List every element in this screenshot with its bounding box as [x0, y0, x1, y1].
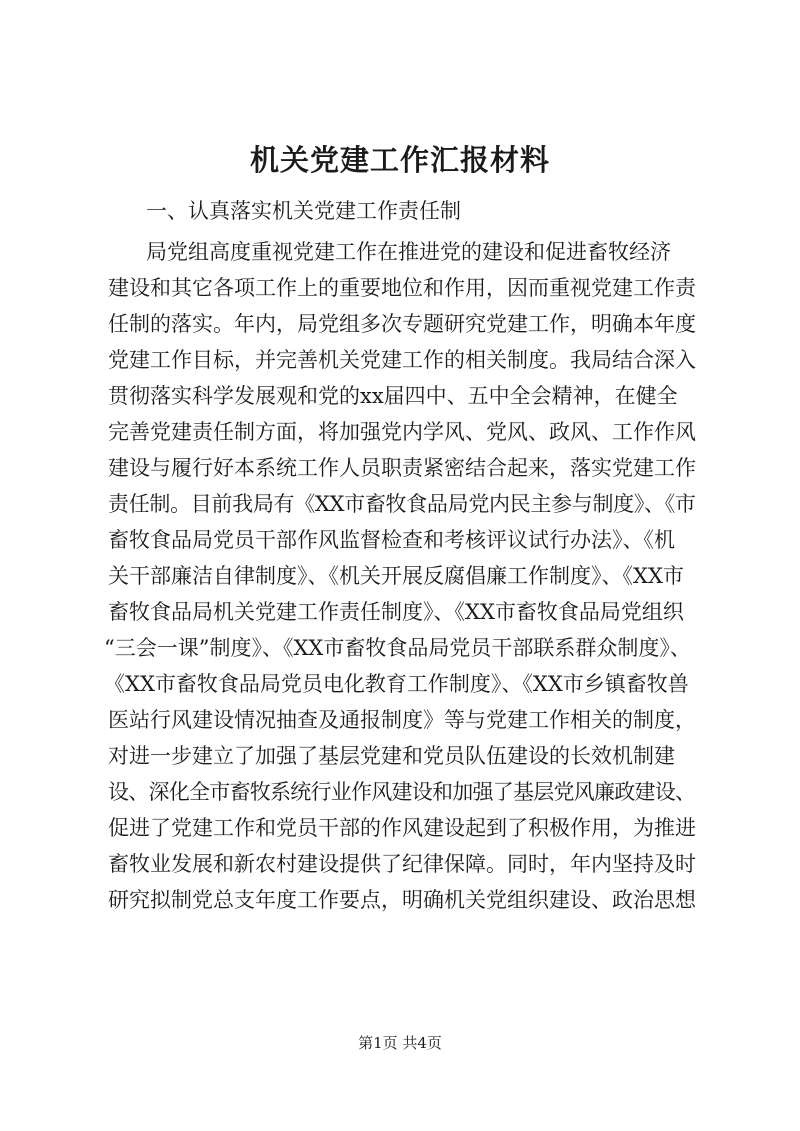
- body-line: 医站行风建设情况抽查及通报制度》等与党建工作相关的制度，: [108, 708, 696, 732]
- body-line: 畜牧食品局党员干部作风监督检查和考核评议试行办法》、《机: [108, 528, 675, 552]
- body-line: 研究拟制党总支年度工作要点，明确机关党组织建设、政治思想: [108, 888, 696, 912]
- body-line: 对进一步建立了加强了基层党建和党员队伍建设的长效机制建: [108, 744, 675, 768]
- body-line: 《XX市畜牧食品局党员电化教育工作制度》、《XX市乡镇畜牧兽: [104, 672, 689, 696]
- body-line: 关干部廉洁自律制度》、《机关开展反腐倡廉工作制度》、《XX市: [108, 564, 684, 588]
- section-heading: 一、认真落实机关党建工作责任制: [146, 199, 461, 223]
- body-line: 任制的落实。年内，局党组多次专题研究党建工作，明确本年度: [108, 312, 696, 336]
- page-number-footer: 第1页 共4页: [358, 1034, 442, 1052]
- body-line: 责任制。目前我局有《XX市畜牧食品局党内民主参与制度》、《市: [108, 492, 696, 516]
- body-line: 党建工作目标，并完善机关党建工作的相关制度。我局结合深入: [108, 348, 696, 372]
- body-line: 建设与履行好本系统工作人员职责紧密结合起来，落实党建工作: [108, 456, 696, 480]
- body-line: 建设和其它各项工作上的重要地位和作用，因而重视党建工作责: [108, 276, 696, 300]
- body-line: 促进了党建工作和党员干部的作风建设起到了积极作用，为推进: [108, 816, 696, 840]
- body-line: 完善党建责任制方面，将加强党内学风、党风、政风、工作作风: [108, 420, 696, 444]
- body-line: 畜牧业发展和新农村建设提供了纪律保障。同时，年内坚持及时: [108, 852, 696, 876]
- body-line: 设、深化全市畜牧系统行业作风建设和加强了基层党风廉政建设、: [108, 780, 696, 804]
- page-title: 机关党建工作汇报材料: [249, 143, 550, 177]
- body-line: 局党组高度重视党建工作在推进党的建设和促进畜牧经济: [146, 240, 671, 264]
- body-line: 畜牧食品局机关党建工作责任制度》、《XX市畜牧食品局党组织: [108, 600, 684, 624]
- body-line: 贯彻落实科学发展观和党的xx届四中、五中全会精神，在健全: [108, 384, 678, 408]
- body-line: “三会一课”制度》、《XX市畜牧食品局党员干部联系群众制度》、: [104, 636, 691, 660]
